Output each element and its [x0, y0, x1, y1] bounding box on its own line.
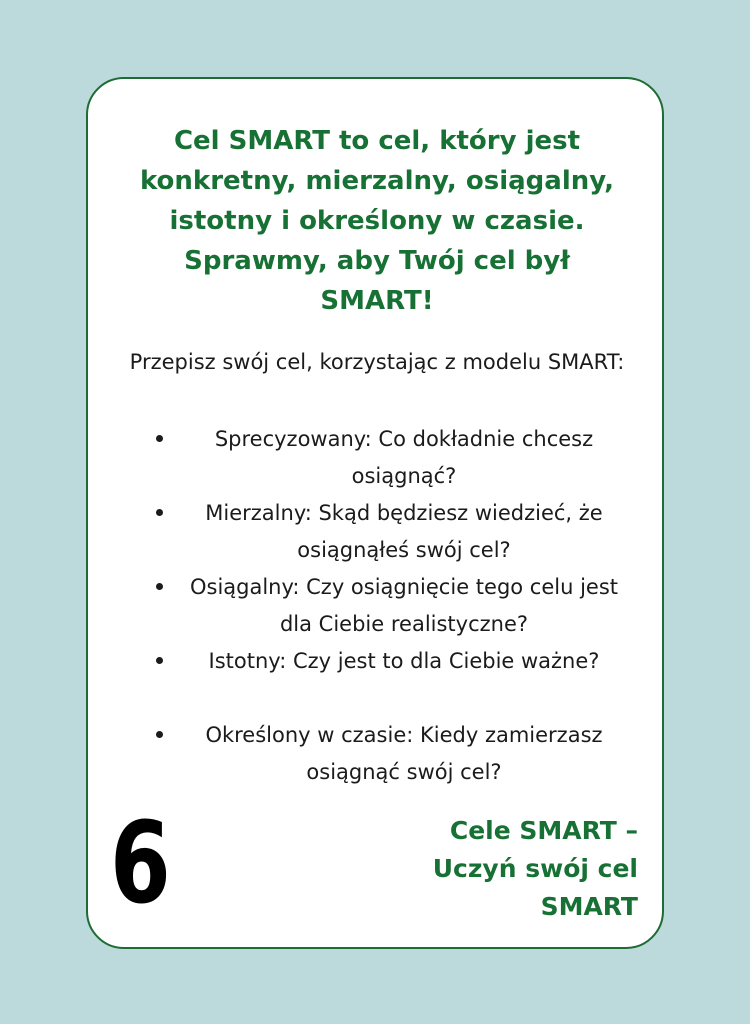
list-item-text: Osiągalny: Czy osiągnięcie tego celu jest dla Ciebie realistyczne?: [189, 575, 619, 636]
bullet-icon: [156, 657, 163, 664]
card-instruction: Przepisz swój cel, korzystając z modelu SMART:: [129, 350, 625, 374]
list-item-text: Sprecyzowany: Co dokładnie chcesz osiągnąć?: [214, 427, 594, 488]
smart-card: [86, 77, 664, 949]
card-number: 6: [110, 799, 171, 929]
list-item: [88, 421, 666, 495]
card-headline: Cel SMART to cel, który jest konkretny, mierzalny, osiągalny, istotny i określony w czasie. Sprawmy, aby Twój cel był SMART!: [139, 126, 615, 316]
list-item: [88, 643, 666, 717]
list-item: [88, 569, 666, 643]
card-footer-title: Cele SMART – Uczyń swój cel SMART: [432, 816, 638, 921]
list-item: [88, 717, 666, 791]
bullet-icon: [156, 435, 163, 442]
list-item-text: Określony w czasie: Kiedy zamierzasz osiągnąć swój cel?: [205, 723, 603, 784]
smart-criteria-list: [88, 421, 666, 791]
bullet-icon: [156, 731, 163, 738]
bullet-icon: [156, 509, 163, 516]
list-item-text: Istotny: Czy jest to dla Ciebie ważne?: [208, 649, 600, 673]
list-item: [88, 495, 666, 569]
bullet-icon: [156, 583, 163, 590]
list-item-text: Mierzalny: Skąd będziesz wiedzieć, że osiągnąłeś swój cel?: [205, 501, 603, 562]
